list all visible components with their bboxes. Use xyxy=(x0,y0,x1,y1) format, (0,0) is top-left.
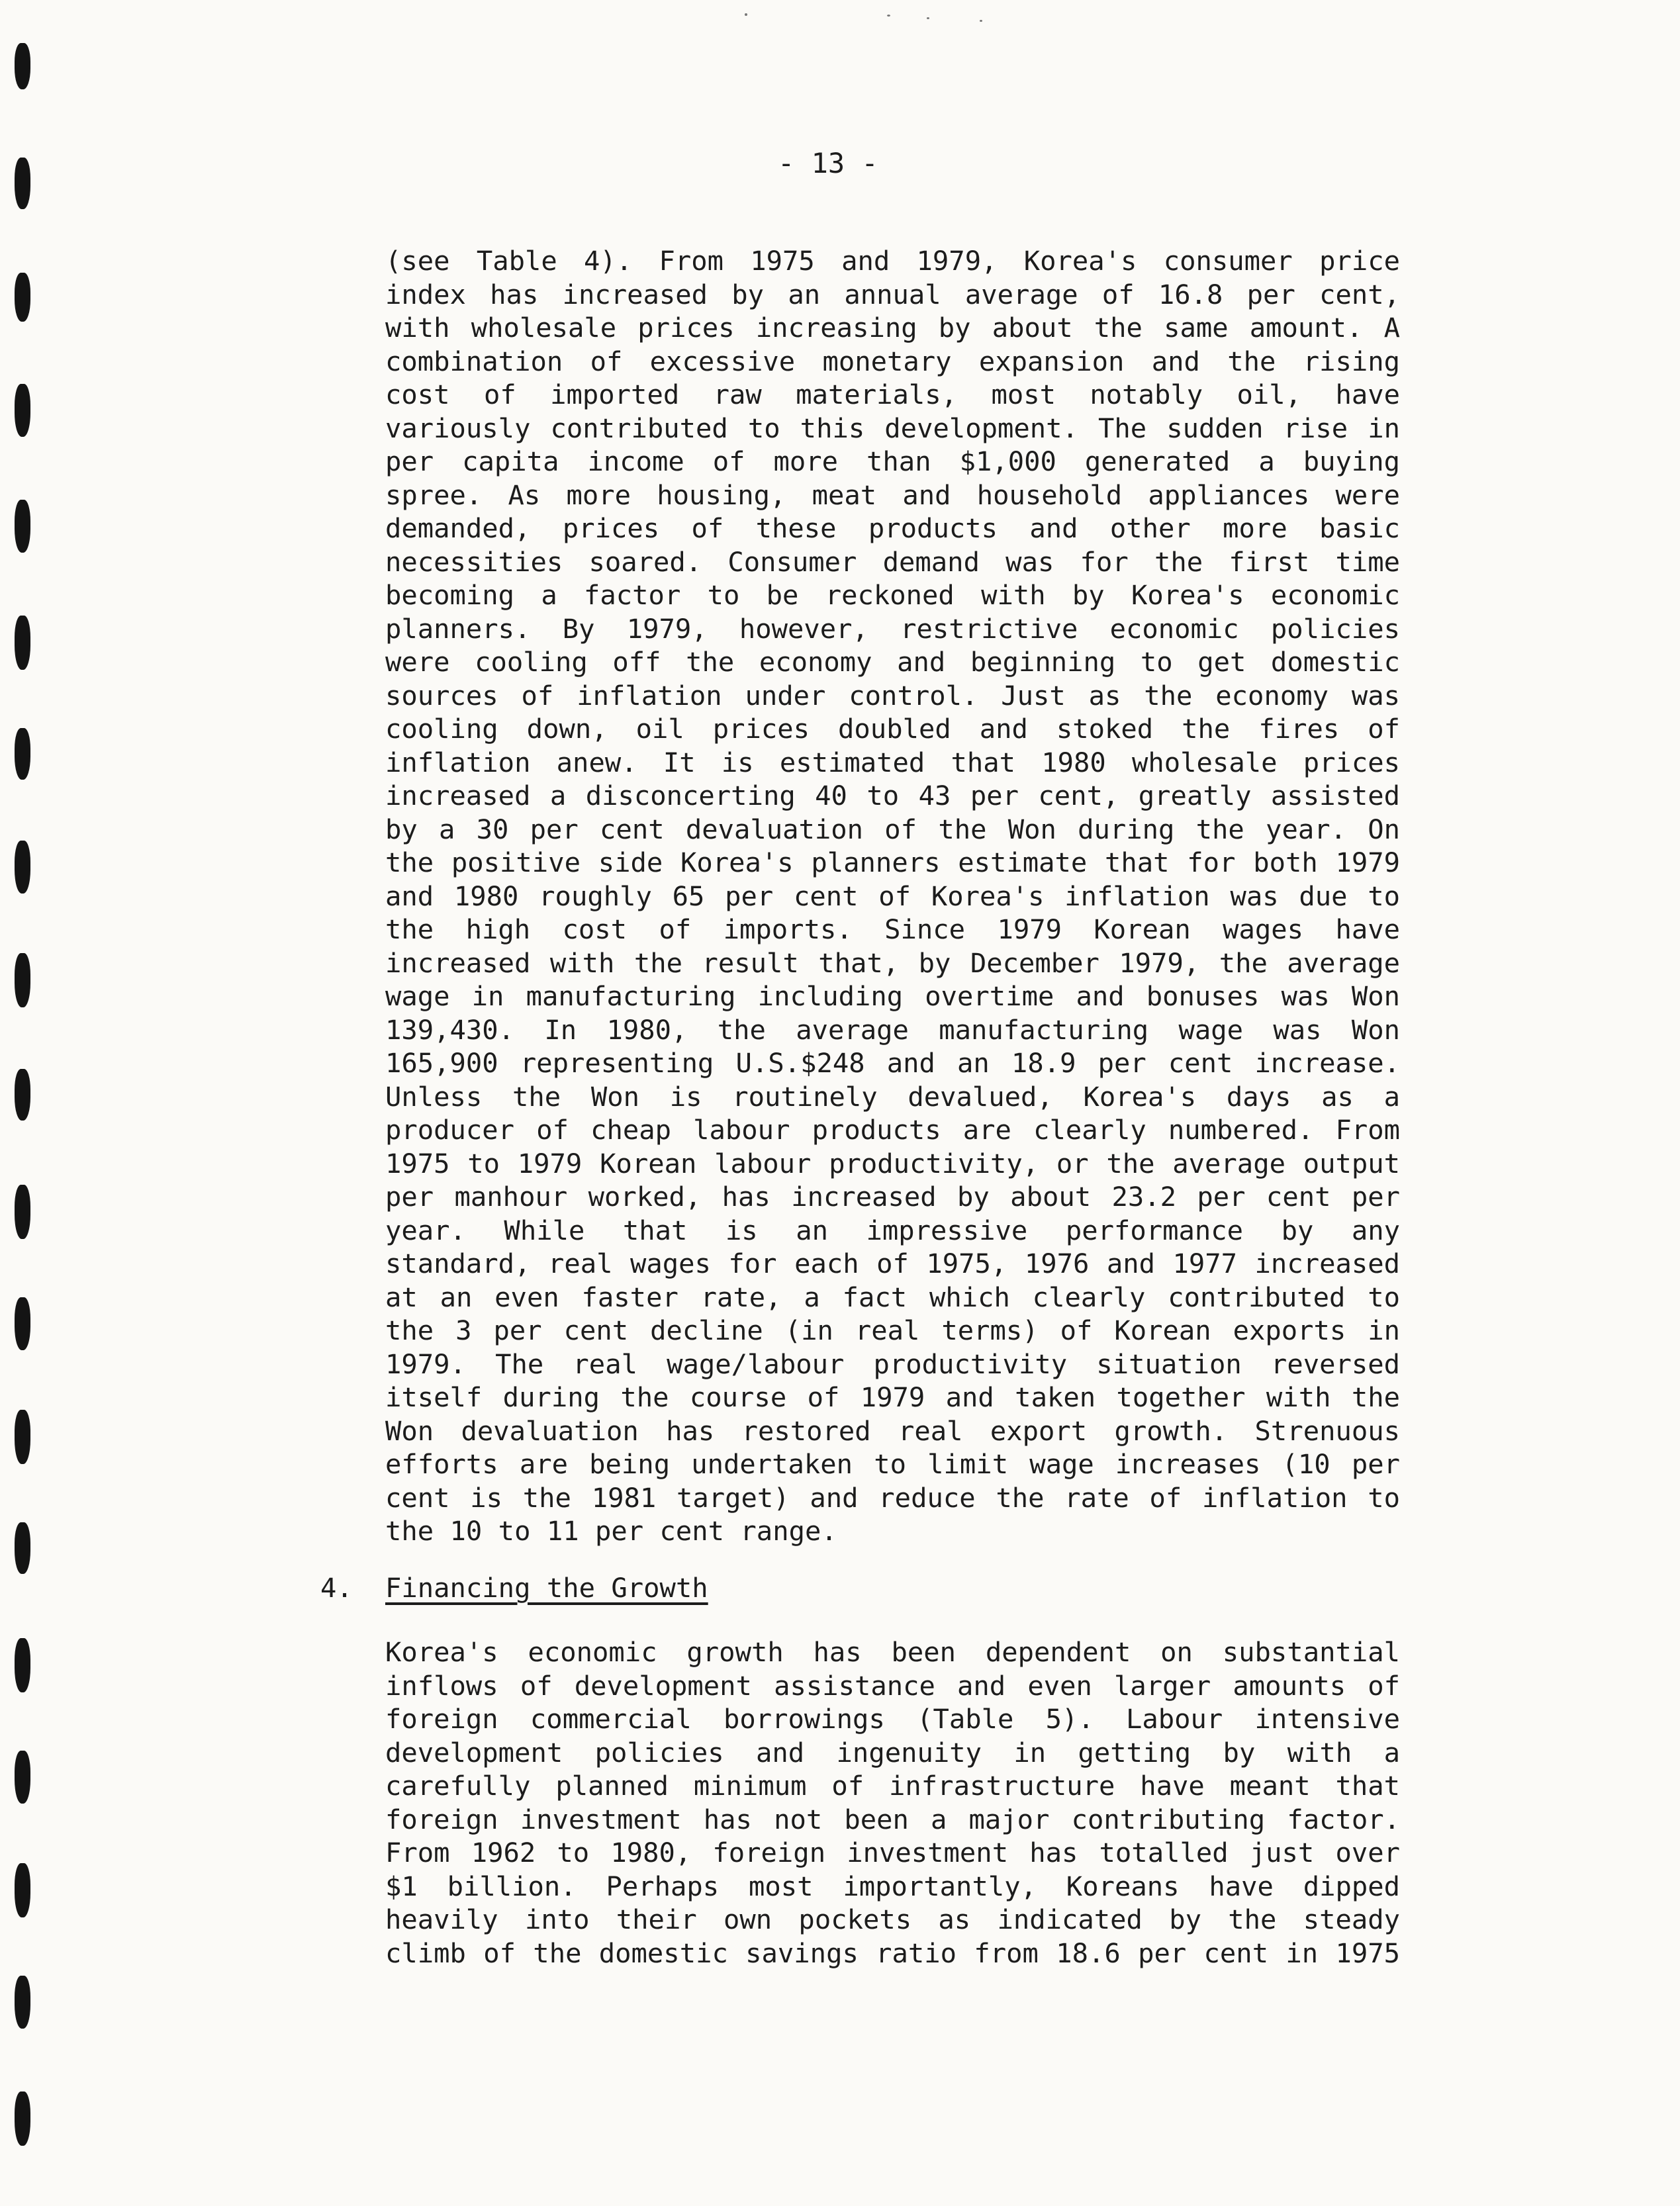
text-line: the high cost of imports. Since 1979 Korean wages have xyxy=(385,913,1400,945)
text-line: 139,430. In 1980, the average manufacturing wage was Won xyxy=(385,1013,1400,1046)
text-line: with wholesale prices increasing by about the same amount. A xyxy=(385,312,1400,344)
text-line: 1979. The real wage/labour productivity situation reversed xyxy=(385,1348,1400,1380)
text-line: efforts are being undertaken to limit wage increases (10 per xyxy=(385,1448,1400,1480)
text-line: itself during the course of 1979 and taken together with the xyxy=(385,1381,1400,1413)
binding-mark xyxy=(15,1976,30,2029)
text-line: sources of inflation under control. Just as the economy was xyxy=(385,679,1400,712)
text-line: producer of cheap labour products are clearly numbered. From xyxy=(385,1114,1400,1146)
binding-mark xyxy=(15,1069,30,1121)
text-line: development policies and ingenuity in getting by with a xyxy=(385,1736,1400,1769)
text-line: were cooling off the economy and beginning to get domestic xyxy=(385,646,1400,678)
text-line: foreign investment has not been a major contributing factor. xyxy=(385,1803,1400,1835)
text-line: From 1962 to 1980, foreign investment has totalled just over xyxy=(385,1837,1400,1868)
binding-mark xyxy=(15,616,30,670)
binding-mark xyxy=(15,158,30,209)
text-line: demanded, prices of these products and other more basic xyxy=(385,512,1400,544)
text-line: necessities soared. Consumer demand was for the first time xyxy=(385,545,1400,578)
text-line: inflation anew. It is estimated that 1980 wholesale prices xyxy=(385,746,1400,778)
text-line: cost of imported raw materials, most notably oil, have xyxy=(385,379,1400,410)
text-line: climb of the domestic savings ratio from 18.6 per cent in 1975 xyxy=(385,1937,1400,1969)
text-line: carefully planned minimum of infrastructure have meant that xyxy=(385,1770,1400,1802)
binding-mark xyxy=(15,1185,30,1239)
text-line: $1 billion. Perhaps most importantly, Koreans have dipped xyxy=(385,1870,1400,1902)
binding-mark xyxy=(15,1297,30,1350)
section-heading: Financing the Growth xyxy=(385,1572,708,1604)
text-line: the 10 to 11 per cent range. xyxy=(385,1515,837,1547)
text-line: variously contributed to this development. The sudden rise in xyxy=(385,412,1400,444)
text-line: Won devaluation has restored real export growth. Strenuous xyxy=(385,1414,1400,1447)
text-line: year. While that is an impressive performance by any xyxy=(385,1214,1400,1246)
text-line: wage in manufacturing including overtime and bonuses was Won xyxy=(385,980,1400,1012)
binding-mark xyxy=(15,1863,30,1917)
text-line: combination of excessive monetary expansion and the rising xyxy=(385,345,1400,377)
scan-speck xyxy=(980,20,982,22)
scan-speck xyxy=(745,13,747,16)
text-line: the 3 per cent decline (in real terms) of Korean exports in xyxy=(385,1314,1400,1346)
text-line: cooling down, oil prices doubled and stoked the fires of xyxy=(385,713,1400,745)
scan-speck xyxy=(927,17,929,19)
binding-mark xyxy=(15,2091,30,2146)
text-line: per capita income of more than $1,000 generated a buying xyxy=(385,445,1400,477)
text-line: 165,900 representing U.S.$248 and an 18.9 per cent increase. xyxy=(385,1047,1400,1079)
text-line: inflows of development assistance and even larger amounts of xyxy=(385,1669,1400,1702)
text-line: standard, real wages for each of 1975, 1976 and 1977 increased xyxy=(385,1248,1400,1279)
binding-mark xyxy=(15,43,30,89)
binding-mark xyxy=(15,273,30,322)
text-line: by a 30 per cent devaluation of the Won during the year. On xyxy=(385,813,1400,845)
text-line: planners. By 1979, however, restrictive economic policies xyxy=(385,612,1400,645)
text-line: the positive side Korea's planners estimate that for both 1979 xyxy=(385,847,1400,878)
binding-mark xyxy=(15,1522,30,1574)
text-line: spree. As more housing, meat and household appliances were xyxy=(385,479,1400,511)
text-line: heavily into their own pockets as indicated by the steady xyxy=(385,1904,1400,1935)
binding-mark xyxy=(15,384,30,437)
text-line: becoming a factor to be reckoned with by Korea's economic xyxy=(385,579,1400,611)
scan-speck xyxy=(887,15,890,17)
text-line: 1975 to 1979 Korean labour productivity, or the average output xyxy=(385,1147,1400,1179)
text-line: Korea's economic growth has been dependent on substantial xyxy=(385,1636,1400,1668)
binding-mark xyxy=(15,953,30,1007)
text-line: increased a disconcerting 40 to 43 per cent, greatly assisted xyxy=(385,780,1400,811)
binding-mark xyxy=(15,1638,30,1692)
text-line: Unless the Won is routinely devalued, Korea's days as a xyxy=(385,1080,1400,1113)
binding-mark xyxy=(15,1751,30,1804)
binding-mark xyxy=(15,841,30,894)
text-line: (see Table 4). From 1975 and 1979, Korea's consumer price xyxy=(385,245,1400,277)
binding-mark xyxy=(15,500,30,553)
text-line: per manhour worked, has increased by about 23.2 per cent per xyxy=(385,1181,1400,1213)
text-line: index has increased by an annual average of 16.8 per cent, xyxy=(385,278,1400,310)
text-line: at an even faster rate, a fact which clearly contributed to xyxy=(385,1281,1400,1313)
text-line: and 1980 roughly 65 per cent of Korea's inflation was due to xyxy=(385,880,1400,912)
binding-mark xyxy=(15,1410,30,1464)
text-line: increased with the result that, by December 1979, the average xyxy=(385,946,1400,979)
page-number: - 13 - xyxy=(778,147,878,179)
section-number: 4. xyxy=(320,1572,353,1604)
text-line: foreign commercial borrowings (Table 5). Labour intensive xyxy=(385,1703,1400,1735)
binding-mark xyxy=(15,728,30,780)
text-line: cent is the 1981 target) and reduce the rate of inflation to xyxy=(385,1481,1400,1514)
